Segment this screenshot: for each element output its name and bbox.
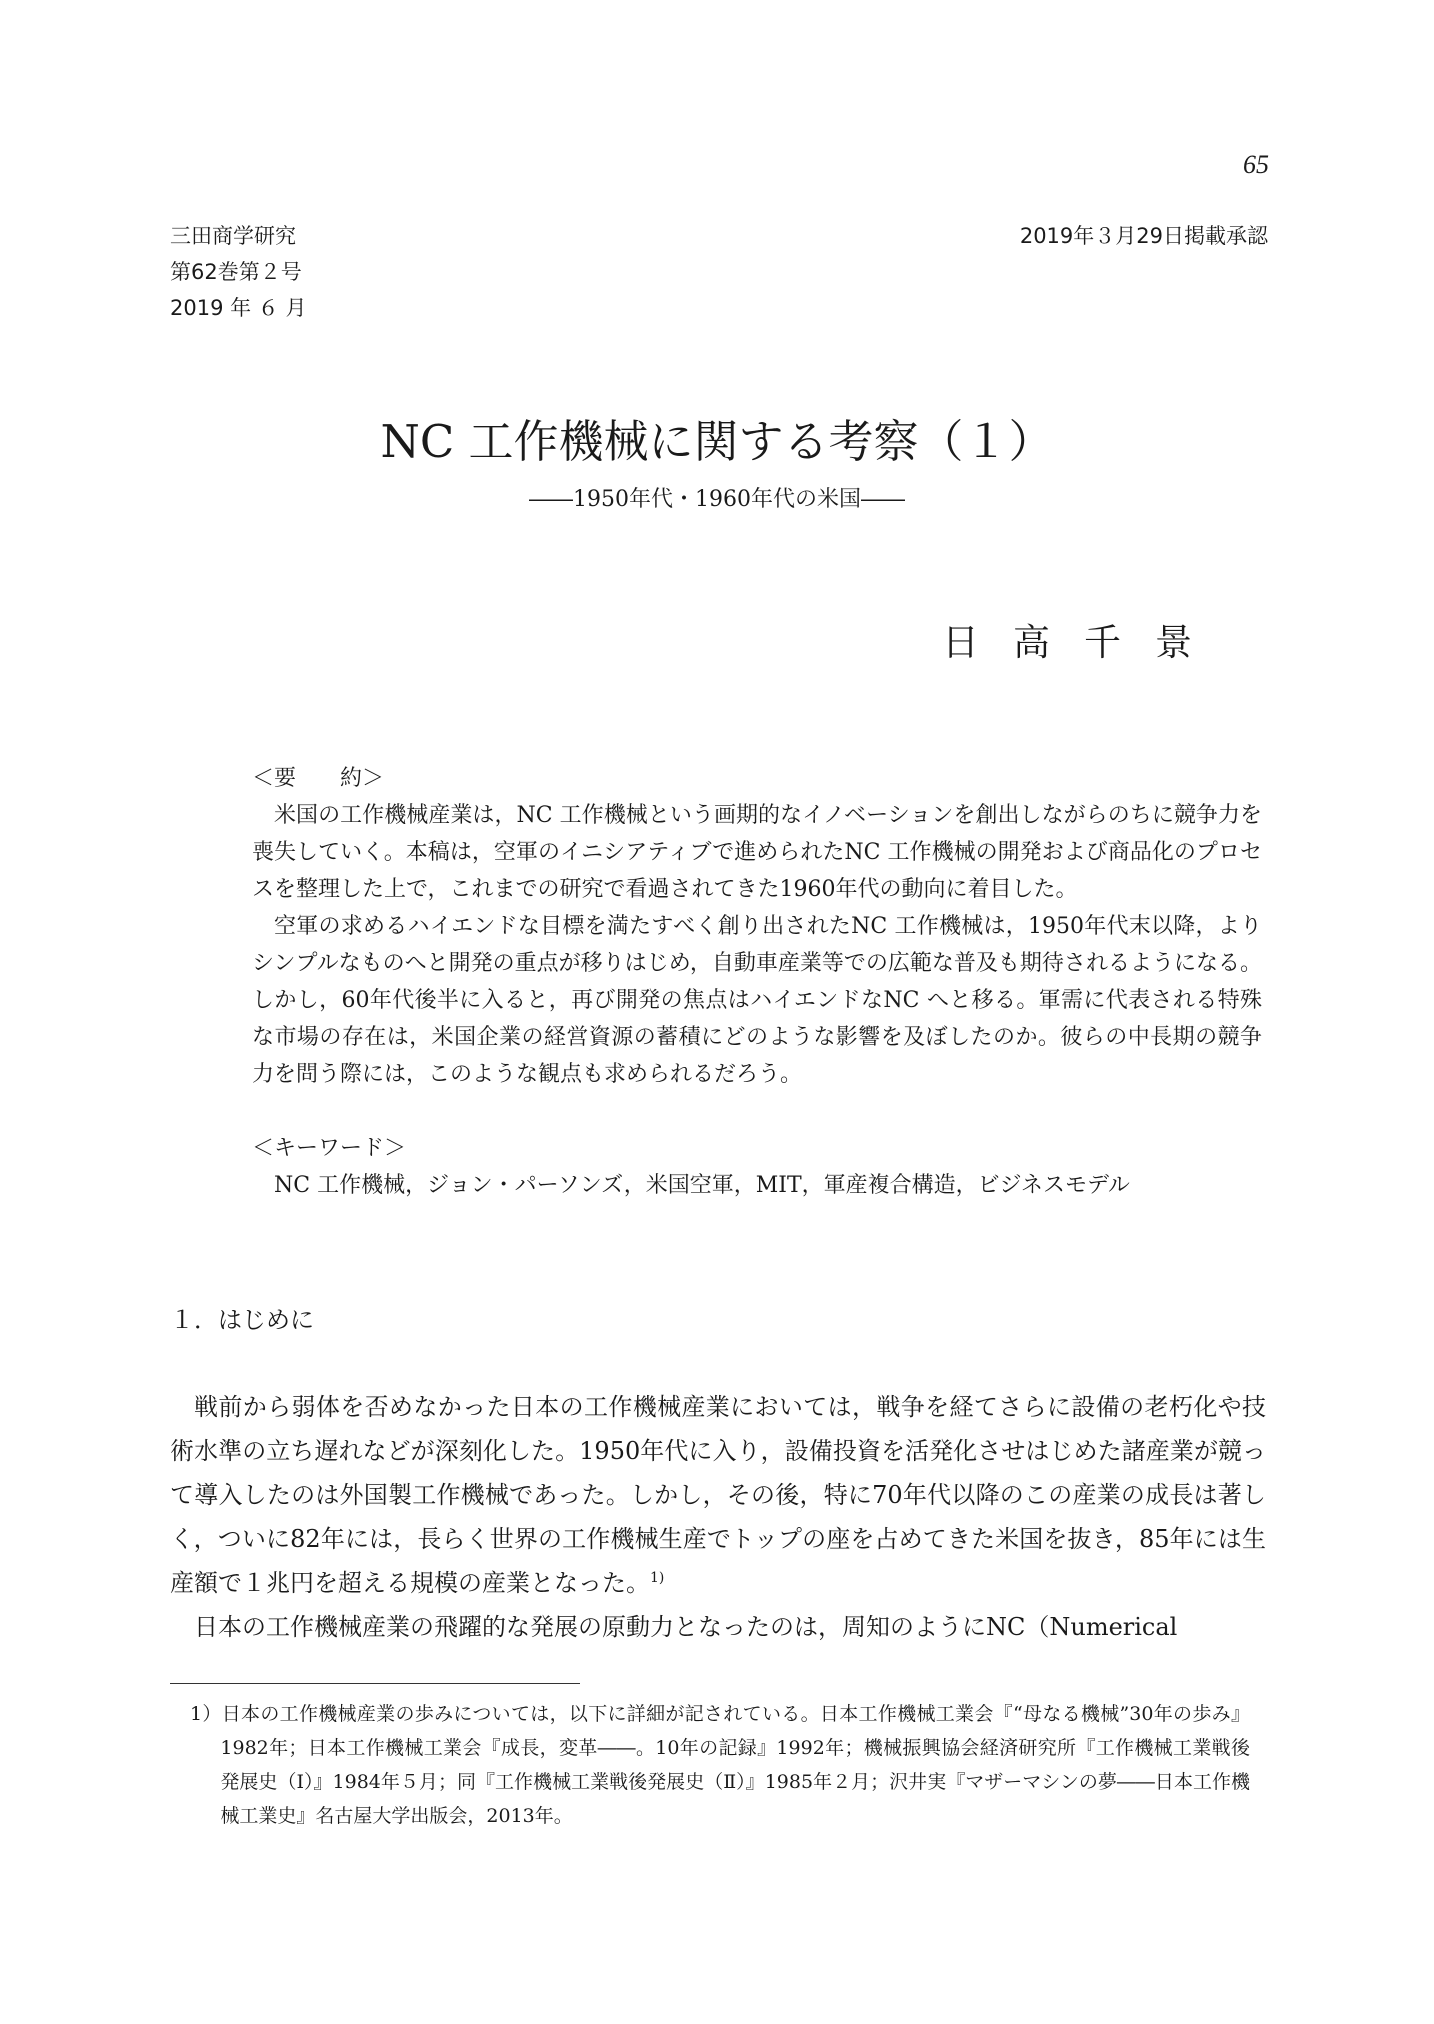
footnote-divider [170,1683,580,1684]
footnote [190,1697,1250,1833]
paper-title: NC 工作機械に関する考察（１） [380,415,1054,468]
abstract-paragraph: 空軍の求めるハイエンドな目標を満たすべく創り出されたNC 工作機械は，1950年代末以降，よりシンプルなものへと開発の重点が移りはじめ，自動車産業等での広範な普及も期待されるようになる。しかし，60年代後半に入ると，再び開発の焦点はハイエンドなNC へと移る。軍需に代表される特殊な市場の存在は，米国企業の経営資源の蓄積にどのような影響を及ぼしたのか。彼らの中長期の競争力を問う際には，このような観点も求められるだろう。 [252,914,1262,1087]
keywords-heading: ＜キーワード＞ [252,1136,407,1161]
journal-volume: 第62巻第２号 [170,260,302,284]
journal-date: 2019 年 ６ 月 [170,296,307,320]
abstract-heading: ＜要 約＞ [252,766,385,791]
author-name: 日高千景 [942,621,1226,664]
journal-name: 三田商学研究 [170,224,296,248]
footnote-text: 1）日本の工作機械産業の歩みについては，以下に詳細が記されている。日本工作機械工業会『“母なる機械”30年の歩み』1982年；日本工作機械工業会『成長，変革――。10年の記録』1992年；機械振興協会経済研究所『工作機械工業戦後発展史（Ⅰ）』1984年５月；同『工作機械工業戦後発展史（Ⅱ）』1985年２月；沢井実『マザーマシンの夢――日本工作機械工業史』名古屋大学出版会，2013年。 [190,1703,1250,1827]
approval-date: 2019年３月29日掲載承認 [1019,224,1268,248]
body-paragraph [170,1385,1266,1605]
paper-subtitle: ――1950年代・1960年代の米国―― [529,487,905,512]
keywords-block [252,1130,1262,1204]
footnote-reference[interactable]: 1) [650,1570,665,1586]
abstract-paragraph: 米国の工作機械産業は，NC 工作機械という画期的なイノベーションを創出しながらのちに競争力を喪失していく。本稿は，空軍のイニシアティブで進められたNC 工作機械の開発および商品化のプロセスを整理した上で，これまでの研究で看過されてきた1960年代の動向に着目した。 [252,803,1262,902]
section-heading: １．はじめに [170,1306,314,1334]
body-paragraph-text: 戦前から弱体を否めなかった日本の工作機械産業においては，戦争を経てさらに設備の老朽化や技術水準の立ち遅れなどが深刻化した。1950年代に入り，設備投資を活発化させはじめた諸産業が競って導入したのは外国製工作機械であった。しかし，その後，特に70年代以降のこの産業の成長は著しく，ついに82年には，長らく世界の工作機械生産でトップの座を占めてきた米国を抜き，85年には生産額で１兆円を超える規模の産業となった。 [170,1393,1266,1597]
abstract-block [252,760,1262,1204]
page-number: 65 [1243,150,1269,179]
keywords-list: NC 工作機械，ジョン・パーソンズ，米国空軍，MIT，軍産複合構造，ビジネスモデル [274,1173,1130,1198]
journal-info [170,218,306,326]
body-paragraph: 日本の工作機械産業の飛躍的な発展の原動力となったのは，周知のようにNC（Numerical [194,1613,1178,1641]
body-text [170,1385,1266,1649]
